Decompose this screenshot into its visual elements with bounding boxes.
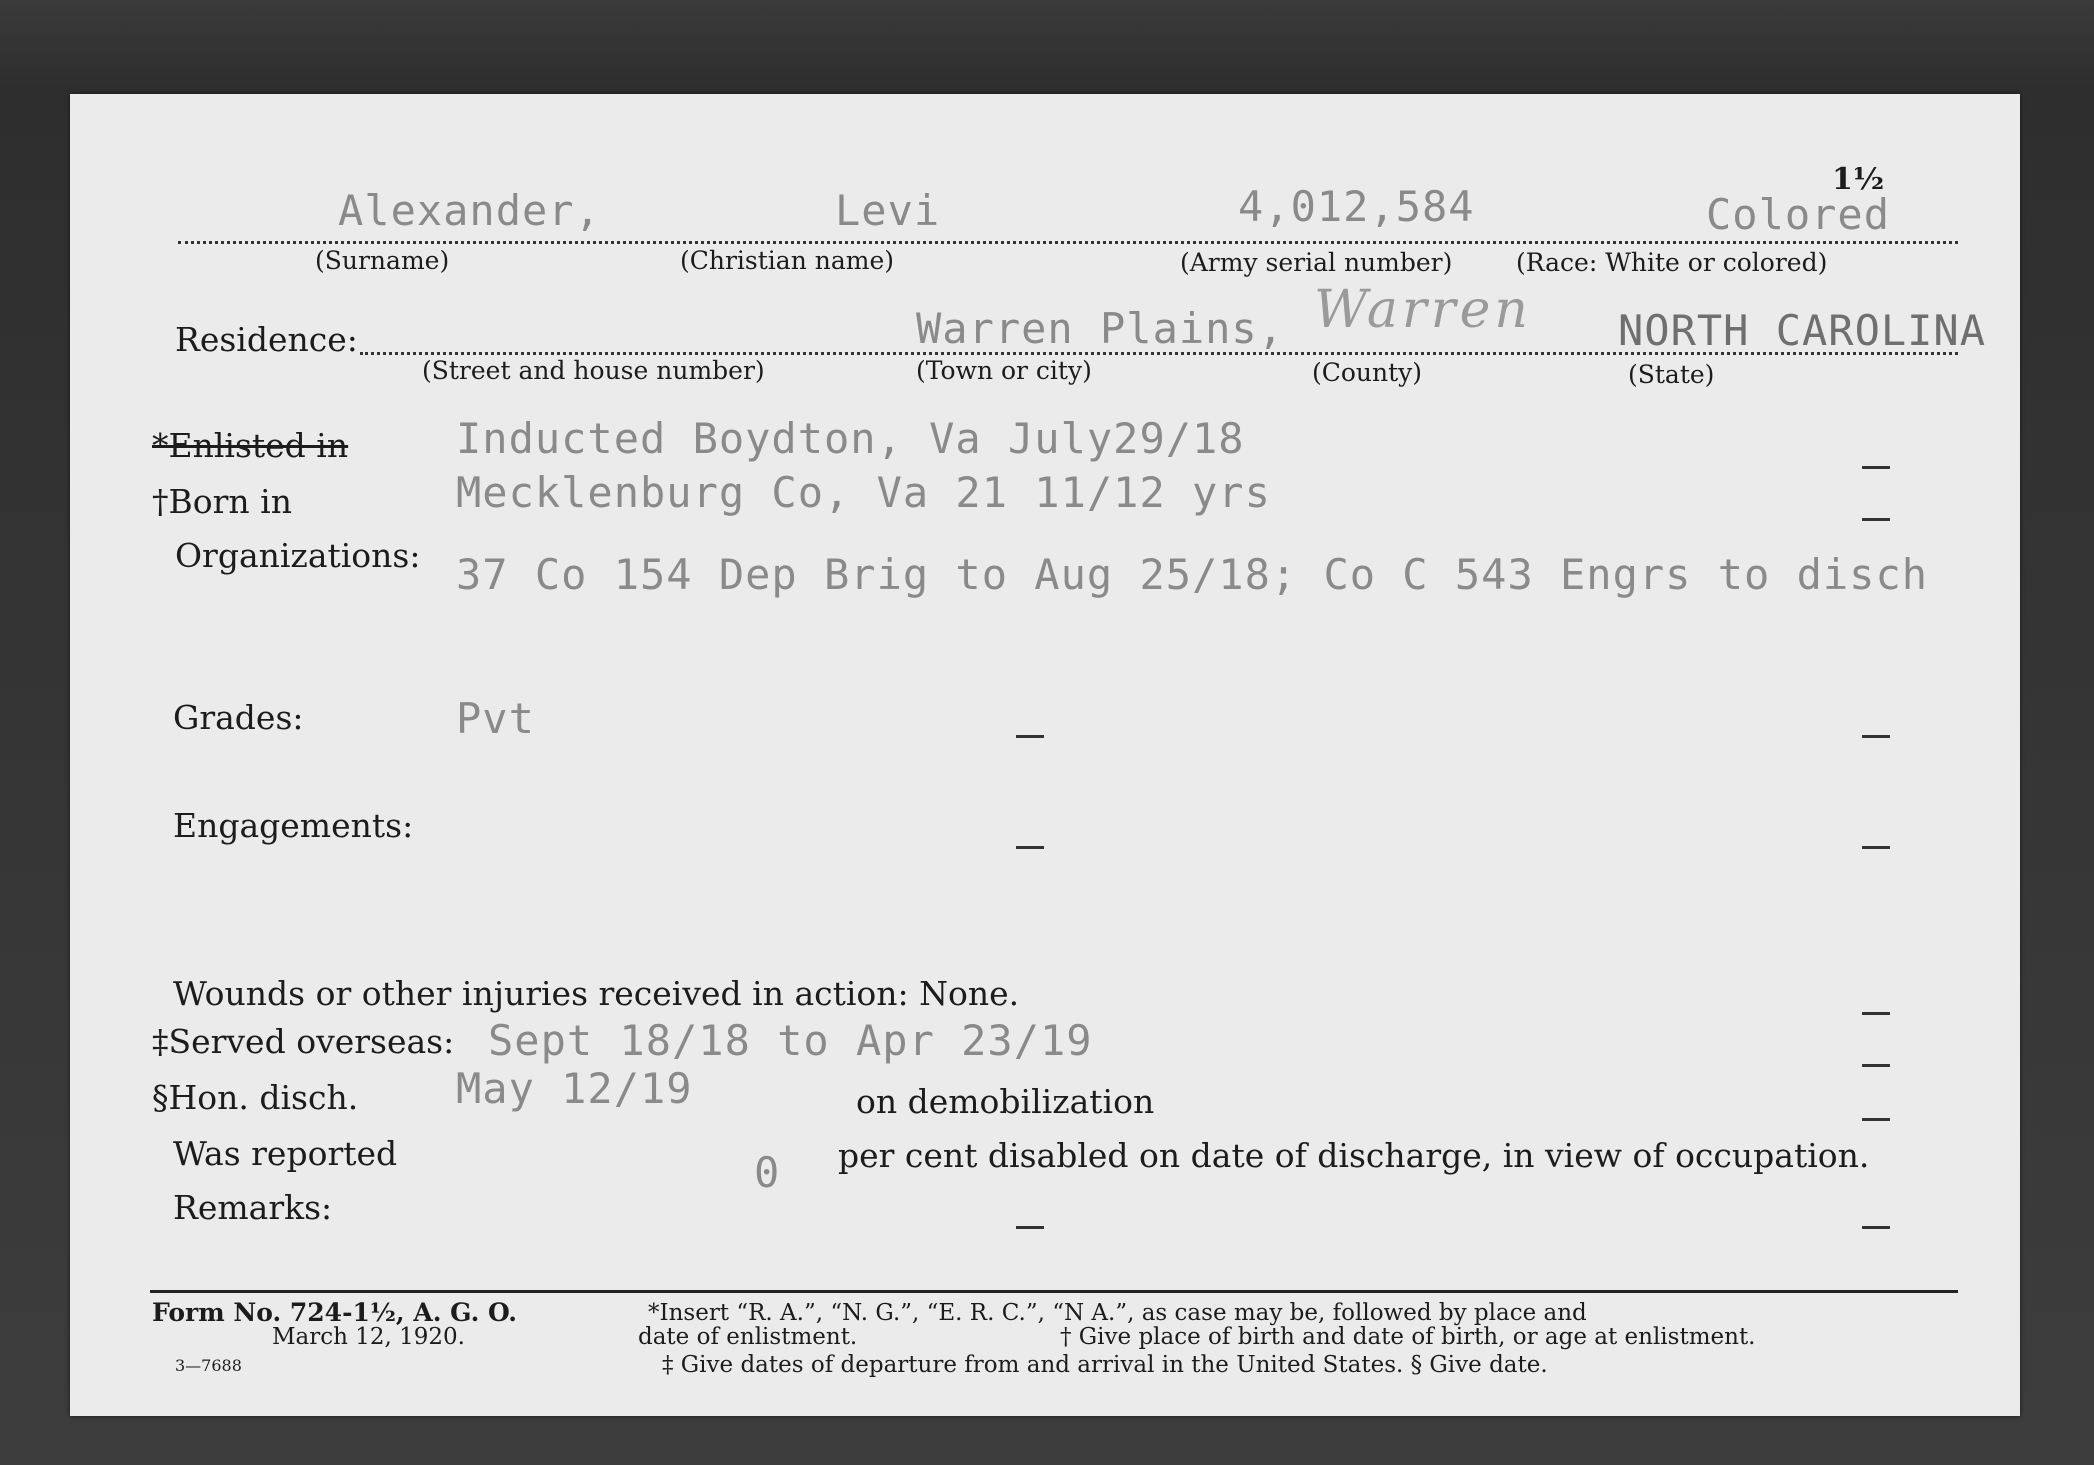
margin-tick (1862, 1064, 1890, 1067)
form-number: Form No. 724-1½, A. G. O. (152, 1298, 518, 1327)
margin-tick (1016, 1226, 1044, 1229)
margin-tick (1862, 1118, 1890, 1121)
street-label: (Street and house number) (422, 356, 765, 385)
name-line (178, 241, 1958, 244)
footnote-insert: *Insert “R. A.”, “N. G.”, “E. R. C.”, “N A.”, as case may be, followed by place and (648, 1300, 1587, 1326)
residence-label: Residence: (175, 320, 358, 359)
percent-disabled-value: 0 (754, 1148, 781, 1197)
enlisted-label: *Enlisted in (152, 426, 349, 465)
footnote-dates: ‡ Give dates of departure from and arrival in the United States. § Give date. (662, 1352, 1548, 1378)
town-value: Warren Plains, (916, 304, 1285, 353)
margin-tick (1862, 466, 1890, 469)
engagements-label: Engagements: (173, 806, 414, 845)
town-label: (Town or city) (916, 356, 1092, 385)
footnote-birth: † Give place of birth and date of birth, or age at enlistment. (1060, 1324, 1756, 1350)
disabled-text: per cent disabled on date of discharge, in view of occupation. (838, 1136, 1870, 1175)
grades-label: Grades: (173, 698, 304, 737)
county-label: (County) (1312, 358, 1423, 387)
grades-value: Pvt (456, 694, 535, 743)
form-date: March 12, 1920. (272, 1324, 465, 1350)
footer-rule (150, 1290, 1958, 1293)
margin-tick (1862, 518, 1890, 521)
christian-name-value: Levi (835, 186, 941, 235)
was-reported-label: Was reported (173, 1134, 398, 1173)
served-overseas-value: Sept 18/18 to Apr 23/19 (488, 1016, 1093, 1065)
race-value: Colored (1706, 190, 1891, 239)
margin-tick (1862, 1012, 1890, 1015)
enlisted-value: Inducted Boydton, Va July29/18 (456, 414, 1245, 463)
race-label: (Race: White or colored) (1516, 248, 1828, 277)
margin-tick (1862, 1226, 1890, 1229)
margin-tick (1862, 846, 1890, 849)
serial-number-value: 4,012,584 (1238, 182, 1475, 231)
record-card (70, 94, 2020, 1416)
organizations-label: Organizations: (175, 536, 421, 575)
wounds-label: Wounds or other injuries received in action: None. (173, 974, 1020, 1013)
margin-tick (1016, 846, 1044, 849)
surname-value: Alexander, (338, 186, 601, 235)
form-code: 3—7688 (175, 1356, 242, 1375)
state-label: (State) (1628, 360, 1715, 389)
footnote-enlistment: date of enlistment. (638, 1324, 858, 1350)
margin-tick (1862, 735, 1890, 738)
margin-tick (1016, 735, 1044, 738)
surname-label: (Surname) (315, 246, 450, 275)
remarks-label: Remarks: (173, 1188, 333, 1227)
christian-name-label: (Christian name) (680, 246, 895, 275)
born-label: †Born in (152, 482, 292, 521)
hon-disch-value: May 12/19 (456, 1064, 693, 1113)
county-handwritten-value: Warren (1314, 280, 1532, 340)
serial-label: (Army serial number) (1180, 248, 1453, 277)
served-overseas-label: ‡Served overseas: (152, 1022, 455, 1061)
organizations-value: 37 Co 154 Dep Brig to Aug 25/18; Co C 543 Engrs to disch (456, 550, 1929, 599)
hon-disch-label: §Hon. disch. (152, 1078, 359, 1117)
demobilization-text: on demobilization (856, 1082, 1155, 1121)
fraction-mark: 1½ (1832, 162, 1885, 197)
born-value: Mecklenburg Co, Va 21 11/12 yrs (456, 468, 1271, 517)
state-value: NORTH CAROLINA (1618, 306, 1987, 355)
